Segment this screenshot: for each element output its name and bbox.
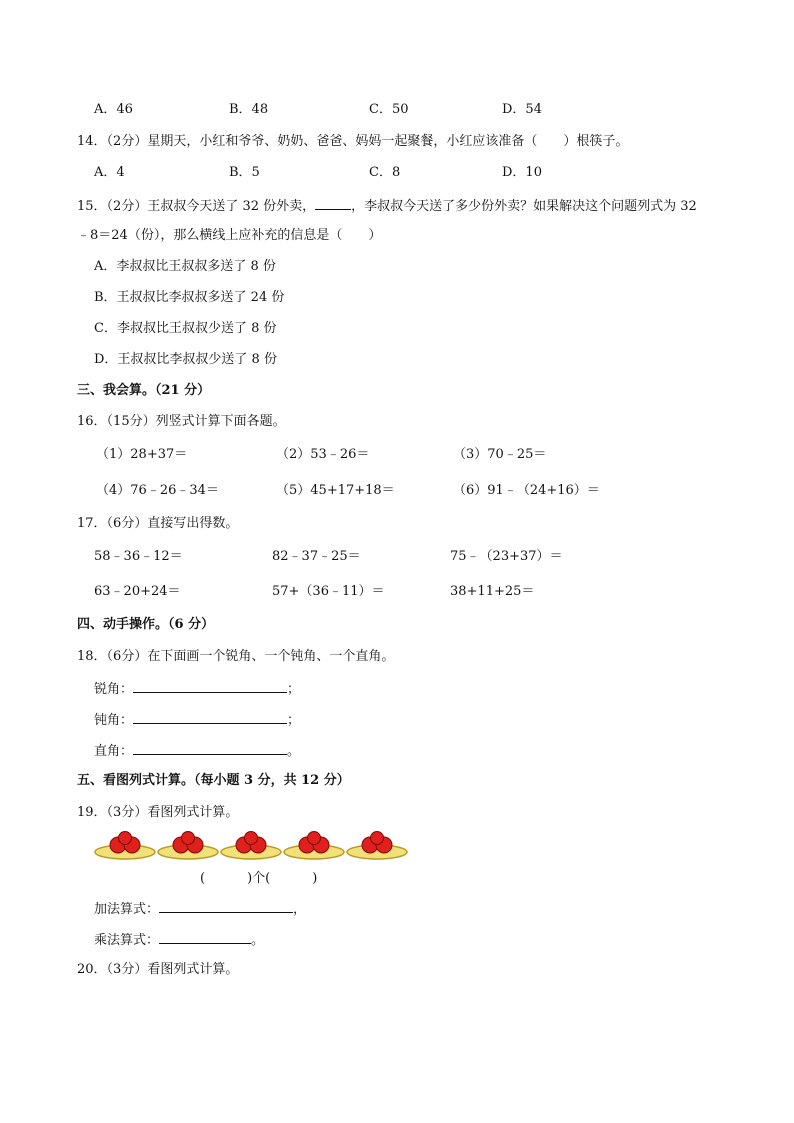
plate-1 (95, 832, 155, 860)
q13-option-b: B．48 (229, 102, 269, 117)
q18-obtuse-end: ； (287, 713, 301, 728)
section-5-heading: 五、看图列式计算。（每小题 3 分，共 12 分） (77, 773, 350, 788)
q14-question: 14．（2分）星期天，小红和爷爷、奶奶、爸爸、妈妈一起聚餐，小红应该准备（ ）根筷子。 (77, 134, 629, 149)
q15-option-b: B．王叔叔比李叔叔多送了 24 份 (94, 290, 285, 305)
q19-paren-middle: )个( (247, 871, 271, 886)
q13-option-c: C．50 (369, 102, 409, 117)
q16-item-5: （5）45+17+18＝ (276, 483, 395, 498)
q19-addition-row (94, 899, 306, 919)
q15-question-line1 (77, 196, 697, 216)
q18-question: 18．（6分）在下面画一个锐角、一个钝角、一个直角。 (77, 649, 395, 664)
q19-question: 19．（3分）看图列式计算。 (77, 805, 239, 820)
q19-paren-right: ) (312, 871, 318, 886)
plate-4 (284, 832, 344, 860)
q14-option-d: D．10 (502, 165, 542, 180)
q19-multiplication-row (94, 930, 264, 950)
q16-question: 16．（15分）列竖式计算下面各题。 (77, 414, 286, 429)
q18-acute-blank (133, 679, 287, 693)
q17-item-3: 75﹣（23+37）＝ (450, 549, 563, 564)
q17-item-2: 82﹣37﹣25＝ (272, 549, 361, 564)
section-3-heading: 三、我会算。（21 分） (77, 383, 211, 398)
q18-obtuse-blank (133, 710, 287, 724)
q19-multiplication-label: 乘法算式： (94, 933, 160, 948)
q15-option-d: D．王叔叔比李叔叔少送了 8 份 (94, 352, 277, 367)
q19-multiplication-end: 。 (251, 933, 265, 948)
q19-paren-left: ( (200, 871, 206, 886)
q16-item-2: （2）53﹣26＝ (276, 447, 370, 462)
plate-5 (347, 832, 407, 860)
q15-question-line2: ﹣8＝24（份），那么横线上应补充的信息是（ ） (77, 228, 382, 243)
q18-right-blank (133, 741, 287, 755)
q14-option-b: B．5 (229, 165, 260, 180)
q19-addition-blank (159, 899, 293, 913)
q16-item-4: （4）76﹣26﹣34＝ (96, 483, 219, 498)
q18-right-row (94, 741, 300, 761)
q15-line1-start: 15．（2分）王叔叔今天送了 32 份外卖， (77, 199, 316, 214)
section-4-heading: 四、动手操作。（6 分） (77, 617, 215, 632)
q18-obtuse-label: 钝角： (94, 713, 134, 728)
apple-plates-illustration (94, 825, 414, 865)
q19-multiplication-blank (159, 930, 251, 944)
q16-item-6: （6）91﹣（24+16）＝ (453, 483, 600, 498)
q20-question: 20．（3分）看图列式计算。 (77, 962, 239, 977)
q17-item-1: 58﹣36﹣12＝ (94, 549, 183, 564)
q17-item-6: 38+11+25＝ (450, 584, 535, 599)
q15-blank (315, 196, 351, 210)
q18-acute-row (94, 679, 300, 699)
q13-option-d: D．54 (502, 102, 542, 117)
q14-option-c: C．8 (369, 165, 401, 180)
q15-option-c: C．李叔叔比王叔叔少送了 8 份 (94, 321, 277, 336)
q17-item-5: 57+（36﹣11）＝ (272, 584, 385, 599)
q18-right-end: 。 (287, 744, 301, 759)
q18-acute-end: ； (287, 682, 301, 697)
q19-groups-expression (200, 870, 317, 888)
q18-obtuse-row (94, 710, 300, 730)
q19-addition-end: ， (293, 902, 307, 917)
q18-acute-label: 锐角： (94, 682, 134, 697)
q16-item-1: （1）28+37＝ (96, 447, 188, 462)
q15-line1-end: ，李叔叔今天送了多少份外卖？如果解决这个问题列式为 32 (351, 199, 697, 214)
q19-addition-label: 加法算式： (94, 902, 160, 917)
q15-option-a: A．李叔叔比王叔叔多送了 8 份 (94, 259, 276, 274)
q17-item-4: 63﹣20+24＝ (94, 584, 181, 599)
q17-question: 17．（6分）直接写出得数。 (77, 516, 239, 531)
plate-3 (221, 832, 281, 860)
q16-item-3: （3）70﹣25＝ (453, 447, 547, 462)
q18-right-label: 直角： (94, 744, 134, 759)
plate-2 (158, 832, 218, 860)
q13-option-a: A．46 (94, 102, 133, 117)
q14-option-a: A．4 (94, 165, 125, 180)
